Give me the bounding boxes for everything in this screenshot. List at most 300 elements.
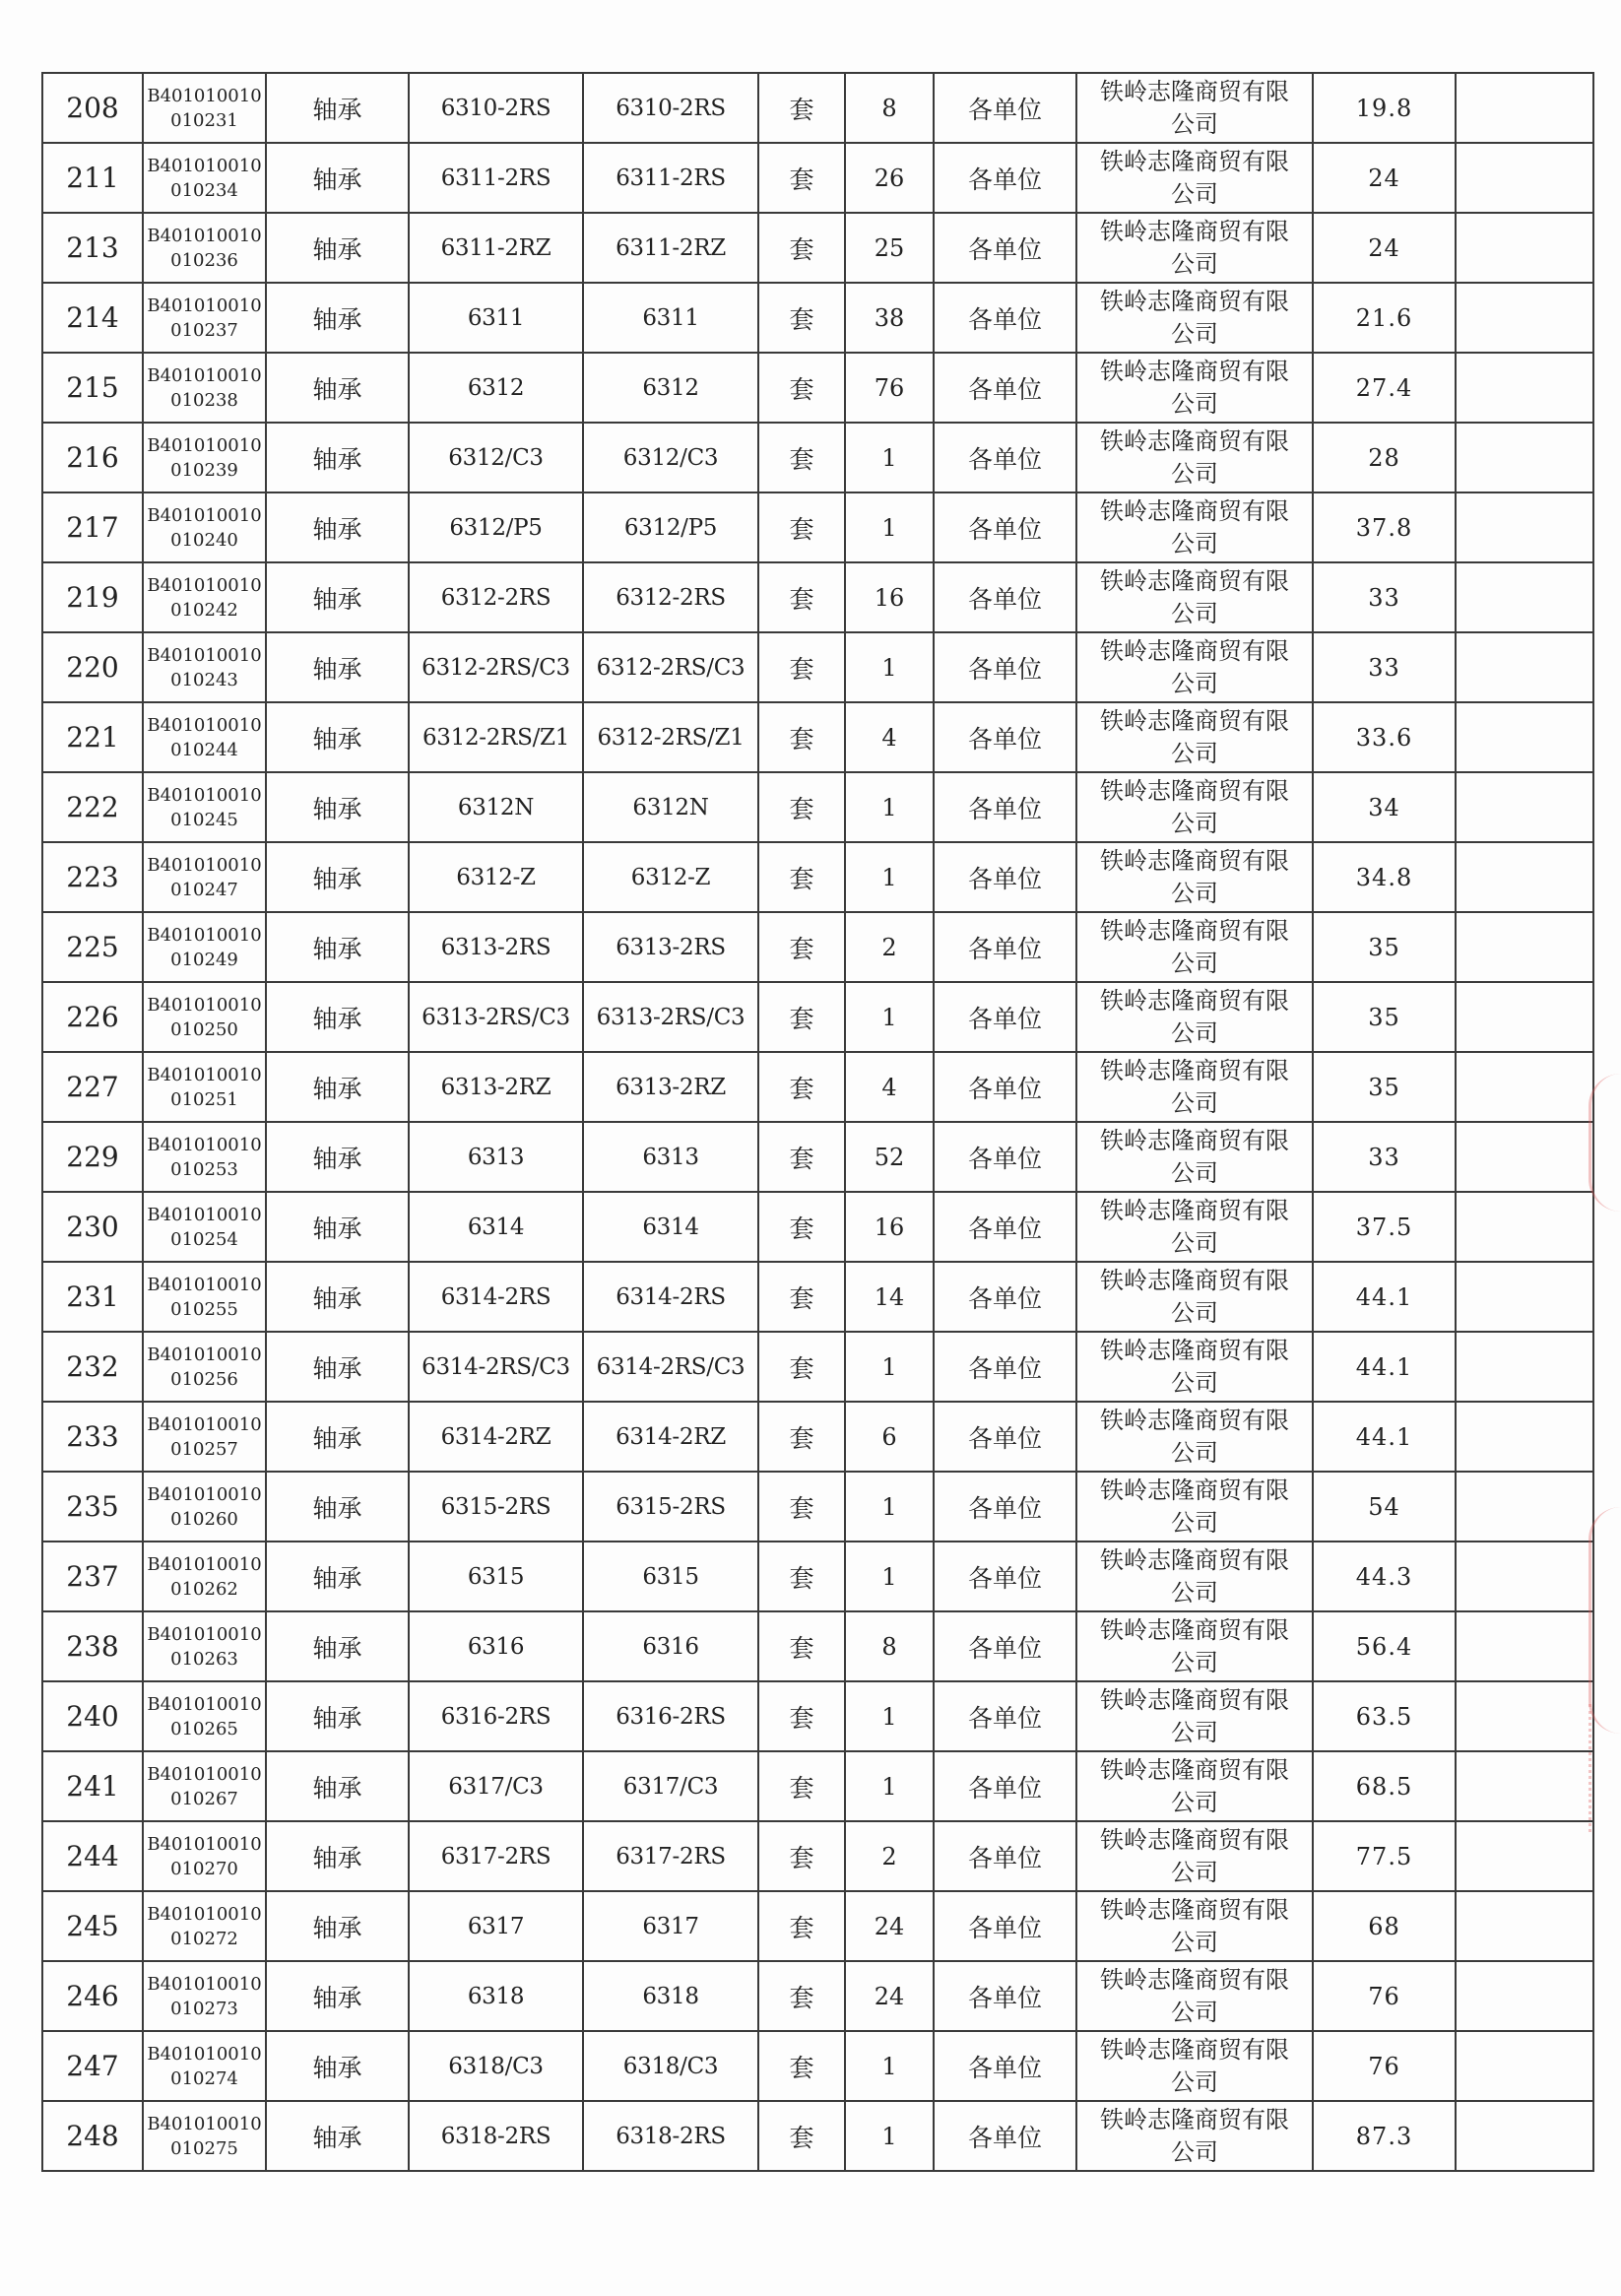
cell-price: 37.8 xyxy=(1313,492,1456,562)
cell-model: 6312N xyxy=(583,772,758,842)
cell-seq: 247 xyxy=(42,2031,143,2101)
cell-price: 76 xyxy=(1313,1961,1456,2031)
cell-department: 各单位 xyxy=(934,213,1076,283)
cell-quantity: 2 xyxy=(845,1821,934,1891)
cell-item-name: 轴承 xyxy=(266,2101,409,2171)
cell-seq: 227 xyxy=(42,1052,143,1122)
cell-seq: 222 xyxy=(42,772,143,842)
cell-department: 各单位 xyxy=(934,1472,1076,1542)
cell-unit: 套 xyxy=(758,2031,845,2101)
cell-price: 24 xyxy=(1313,143,1456,213)
cell-seq: 246 xyxy=(42,1961,143,2031)
cell-unit: 套 xyxy=(758,1192,845,1262)
cell-supplier xyxy=(1076,1262,1313,1332)
cell-spec: 6312/C3 xyxy=(409,423,583,492)
cell-seq: 221 xyxy=(42,702,143,772)
cell-supplier-line: 公司 xyxy=(1171,1228,1218,1257)
cell-item-name: 轴承 xyxy=(266,1052,409,1122)
cell-material-code xyxy=(143,1542,266,1611)
cell-material-code-line: 010247 xyxy=(170,879,238,900)
cell-material-code xyxy=(143,492,266,562)
cell-remark xyxy=(1456,912,1593,982)
table-row xyxy=(42,1611,1593,1681)
cell-supplier-line: 铁岭志隆商贸有限 xyxy=(1100,357,1289,385)
cell-quantity: 4 xyxy=(845,1052,934,1122)
cell-price: 33 xyxy=(1313,562,1456,632)
cell-model: 6318/C3 xyxy=(583,2031,758,2101)
table-row xyxy=(42,1821,1593,1891)
cell-material-code-line: B401010010 xyxy=(147,434,262,456)
cell-material-code-line: B401010010 xyxy=(147,1553,262,1575)
table-row xyxy=(42,213,1593,283)
cell-supplier xyxy=(1076,702,1313,772)
cell-item-name: 轴承 xyxy=(266,1472,409,1542)
cell-material-code-line: 010275 xyxy=(170,2137,238,2159)
cell-department: 各单位 xyxy=(934,1332,1076,1402)
cell-spec: 6311-2RZ xyxy=(409,213,583,283)
cell-item-name: 轴承 xyxy=(266,1891,409,1961)
cell-supplier-line: 铁岭志隆商贸有限 xyxy=(1100,1196,1289,1224)
cell-supplier-line: 铁岭志隆商贸有限 xyxy=(1100,566,1289,595)
cell-department: 各单位 xyxy=(934,492,1076,562)
cell-supplier xyxy=(1076,283,1313,353)
cell-supplier-line: 铁岭志隆商贸有限 xyxy=(1100,986,1289,1015)
cell-unit: 套 xyxy=(758,842,845,912)
cell-material-code-line: 010242 xyxy=(170,599,238,621)
cell-spec: 6313 xyxy=(409,1122,583,1192)
cell-unit: 套 xyxy=(758,73,845,143)
cell-supplier xyxy=(1076,73,1313,143)
cell-material-code-line: 010237 xyxy=(170,319,238,341)
cell-material-code-line: 010243 xyxy=(170,669,238,690)
cell-department: 各单位 xyxy=(934,283,1076,353)
cell-price: 34 xyxy=(1313,772,1456,842)
cell-remark xyxy=(1456,772,1593,842)
cell-remark xyxy=(1456,1961,1593,2031)
cell-unit: 套 xyxy=(758,702,845,772)
cell-supplier xyxy=(1076,1681,1313,1751)
table-row xyxy=(42,143,1593,213)
cell-material-code-line: B401010010 xyxy=(147,155,262,176)
cell-material-code-line: 010238 xyxy=(170,389,238,411)
table-row xyxy=(42,632,1593,702)
cell-quantity: 1 xyxy=(845,1751,934,1821)
cell-remark xyxy=(1456,1891,1593,1961)
cell-spec: 6317-2RS xyxy=(409,1821,583,1891)
cell-unit: 套 xyxy=(758,982,845,1052)
table-row xyxy=(42,842,1593,912)
cell-department: 各单位 xyxy=(934,842,1076,912)
cell-spec: 6316 xyxy=(409,1611,583,1681)
cell-model: 6312-Z xyxy=(583,842,758,912)
cell-model: 6312 xyxy=(583,353,758,423)
cell-material-code-line: 010251 xyxy=(170,1088,238,1110)
cell-quantity: 16 xyxy=(845,562,934,632)
cell-remark xyxy=(1456,632,1593,702)
cell-remark xyxy=(1456,1542,1593,1611)
cell-material-code xyxy=(143,1611,266,1681)
cell-seq: 229 xyxy=(42,1122,143,1192)
cell-supplier-line: 公司 xyxy=(1171,1788,1218,1816)
cell-price: 35 xyxy=(1313,982,1456,1052)
cell-model: 6313 xyxy=(583,1122,758,1192)
cell-seq: 245 xyxy=(42,1891,143,1961)
cell-department: 各单位 xyxy=(934,982,1076,1052)
cell-spec: 6311 xyxy=(409,283,583,353)
cell-quantity: 14 xyxy=(845,1262,934,1332)
cell-department: 各单位 xyxy=(934,1402,1076,1472)
cell-material-code-line: B401010010 xyxy=(147,504,262,526)
cell-spec: 6314 xyxy=(409,1192,583,1262)
cell-material-code xyxy=(143,73,266,143)
cell-item-name: 轴承 xyxy=(266,562,409,632)
cell-unit: 套 xyxy=(758,772,845,842)
cell-material-code xyxy=(143,912,266,982)
cell-supplier-line: 铁岭志隆商贸有限 xyxy=(1100,1266,1289,1294)
cell-seq: 231 xyxy=(42,1262,143,1332)
cell-spec: 6311-2RS xyxy=(409,143,583,213)
cell-supplier-line: 铁岭志隆商贸有限 xyxy=(1100,776,1289,805)
cell-material-code-line: 010240 xyxy=(170,529,238,551)
cell-price: 68.5 xyxy=(1313,1751,1456,1821)
cell-material-code-line: 010255 xyxy=(170,1298,238,1320)
cell-seq: 235 xyxy=(42,1472,143,1542)
cell-material-code-line: B401010010 xyxy=(147,1344,262,1365)
cell-material-code-line: B401010010 xyxy=(147,1693,262,1715)
cell-model: 6311-2RS xyxy=(583,143,758,213)
cell-material-code-line: 010236 xyxy=(170,249,238,271)
cell-quantity: 1 xyxy=(845,632,934,702)
cell-model: 6310-2RS xyxy=(583,73,758,143)
cell-price: 19.8 xyxy=(1313,73,1456,143)
cell-material-code xyxy=(143,283,266,353)
cell-material-code-line: B401010010 xyxy=(147,1413,262,1435)
cell-seq: 248 xyxy=(42,2101,143,2171)
cell-supplier-line: 铁岭志隆商贸有限 xyxy=(1100,1336,1289,1364)
cell-model: 6314 xyxy=(583,1192,758,1262)
cell-seq: 217 xyxy=(42,492,143,562)
cell-supplier-line: 公司 xyxy=(1171,1298,1218,1327)
cell-item-name: 轴承 xyxy=(266,1332,409,1402)
cell-price: 77.5 xyxy=(1313,1821,1456,1891)
cell-unit: 套 xyxy=(758,1751,845,1821)
table-row xyxy=(42,1542,1593,1611)
cell-model: 6312/C3 xyxy=(583,423,758,492)
cell-item-name: 轴承 xyxy=(266,1542,409,1611)
cell-quantity: 1 xyxy=(845,423,934,492)
cell-item-name: 轴承 xyxy=(266,632,409,702)
cell-supplier xyxy=(1076,492,1313,562)
table-row xyxy=(42,2031,1593,2101)
cell-item-name: 轴承 xyxy=(266,1611,409,1681)
cell-model: 6312-2RS/C3 xyxy=(583,632,758,702)
cell-supplier-line: 铁岭志隆商贸有限 xyxy=(1100,706,1289,735)
cell-unit: 套 xyxy=(758,562,845,632)
cell-supplier xyxy=(1076,1052,1313,1122)
cell-supplier xyxy=(1076,1821,1313,1891)
cell-item-name: 轴承 xyxy=(266,1192,409,1262)
cell-model: 6316-2RS xyxy=(583,1681,758,1751)
cell-material-code xyxy=(143,2031,266,2101)
cell-material-code-line: 010257 xyxy=(170,1438,238,1460)
cell-quantity: 76 xyxy=(845,353,934,423)
cell-spec: 6318 xyxy=(409,1961,583,2031)
table-row xyxy=(42,1332,1593,1402)
cell-supplier xyxy=(1076,1891,1313,1961)
cell-supplier-line: 公司 xyxy=(1171,319,1218,348)
cell-remark xyxy=(1456,562,1593,632)
cell-supplier xyxy=(1076,632,1313,702)
cell-material-code-line: B401010010 xyxy=(147,1763,262,1785)
cell-department: 各单位 xyxy=(934,632,1076,702)
cell-material-code xyxy=(143,632,266,702)
cell-material-code xyxy=(143,1472,266,1542)
cell-unit: 套 xyxy=(758,283,845,353)
cell-item-name: 轴承 xyxy=(266,1961,409,2031)
cell-department: 各单位 xyxy=(934,1751,1076,1821)
cell-spec: 6313-2RS xyxy=(409,912,583,982)
cell-model: 6314-2RZ xyxy=(583,1402,758,1472)
cell-unit: 套 xyxy=(758,353,845,423)
cell-material-code xyxy=(143,702,266,772)
cell-material-code-line: B401010010 xyxy=(147,574,262,596)
cell-material-code-line: 010245 xyxy=(170,809,238,830)
cell-material-code-line: 010262 xyxy=(170,1578,238,1600)
cell-item-name: 轴承 xyxy=(266,772,409,842)
cell-supplier-line: 公司 xyxy=(1171,1158,1218,1187)
cell-unit: 套 xyxy=(758,1891,845,1961)
cell-quantity: 1 xyxy=(845,842,934,912)
cell-supplier-line: 铁岭志隆商贸有限 xyxy=(1100,1615,1289,1644)
cell-model: 6317 xyxy=(583,1891,758,1961)
cell-supplier xyxy=(1076,1751,1313,1821)
cell-supplier xyxy=(1076,842,1313,912)
cell-quantity: 4 xyxy=(845,702,934,772)
cell-item-name: 轴承 xyxy=(266,143,409,213)
cell-supplier-line: 公司 xyxy=(1171,2067,1218,2096)
cell-supplier-line: 公司 xyxy=(1171,1438,1218,1467)
cell-material-code-line: B401010010 xyxy=(147,1903,262,1925)
cell-remark xyxy=(1456,1821,1593,1891)
cell-material-code-line: B401010010 xyxy=(147,1973,262,1995)
cell-price: 33 xyxy=(1313,632,1456,702)
cell-spec: 6313-2RS/C3 xyxy=(409,982,583,1052)
cell-supplier-line: 铁岭志隆商贸有限 xyxy=(1100,1965,1289,1994)
cell-material-code-line: B401010010 xyxy=(147,1623,262,1645)
cell-spec: 6312-2RS/Z1 xyxy=(409,702,583,772)
cell-supplier-line: 公司 xyxy=(1171,1928,1218,1956)
cell-item-name: 轴承 xyxy=(266,353,409,423)
table-row xyxy=(42,1961,1593,2031)
cell-supplier xyxy=(1076,2101,1313,2171)
cell-supplier xyxy=(1076,1332,1313,1402)
cell-supplier-line: 公司 xyxy=(1171,739,1218,767)
cell-item-name: 轴承 xyxy=(266,702,409,772)
cell-supplier-line: 公司 xyxy=(1171,1018,1218,1047)
cell-price: 34.8 xyxy=(1313,842,1456,912)
cell-item-name: 轴承 xyxy=(266,1402,409,1472)
table-row xyxy=(42,73,1593,143)
cell-unit: 套 xyxy=(758,1402,845,1472)
cell-supplier-line: 铁岭志隆商贸有限 xyxy=(1100,1755,1289,1784)
cell-quantity: 26 xyxy=(845,143,934,213)
cell-supplier-line: 公司 xyxy=(1171,1508,1218,1537)
cell-quantity: 1 xyxy=(845,1472,934,1542)
cell-seq: 208 xyxy=(42,73,143,143)
cell-spec: 6312-2RS/C3 xyxy=(409,632,583,702)
cell-remark xyxy=(1456,702,1593,772)
cell-seq: 238 xyxy=(42,1611,143,1681)
cell-supplier-line: 铁岭志隆商贸有限 xyxy=(1100,916,1289,945)
cell-material-code-line: B401010010 xyxy=(147,1483,262,1505)
cell-supplier-line: 公司 xyxy=(1171,389,1218,418)
cell-supplier-line: 铁岭志隆商贸有限 xyxy=(1100,846,1289,875)
cell-supplier-line: 铁岭志隆商贸有限 xyxy=(1100,147,1289,175)
cell-price: 28 xyxy=(1313,423,1456,492)
cell-seq: 213 xyxy=(42,213,143,283)
cell-remark xyxy=(1456,283,1593,353)
cell-remark xyxy=(1456,1052,1593,1122)
cell-supplier-line: 公司 xyxy=(1171,669,1218,697)
cell-unit: 套 xyxy=(758,492,845,562)
cell-unit: 套 xyxy=(758,1052,845,1122)
cell-material-code-line: B401010010 xyxy=(147,1204,262,1225)
cell-supplier xyxy=(1076,562,1313,632)
cell-material-code-line: 010244 xyxy=(170,739,238,760)
cell-remark xyxy=(1456,1611,1593,1681)
cell-price: 37.5 xyxy=(1313,1192,1456,1262)
cell-material-code-line: B401010010 xyxy=(147,994,262,1016)
cell-spec: 6317/C3 xyxy=(409,1751,583,1821)
cell-supplier-line: 铁岭志隆商贸有限 xyxy=(1100,287,1289,315)
cell-spec: 6315 xyxy=(409,1542,583,1611)
cell-department: 各单位 xyxy=(934,1611,1076,1681)
cell-supplier-line: 公司 xyxy=(1171,1578,1218,1607)
cell-material-code xyxy=(143,2101,266,2171)
cell-remark xyxy=(1456,353,1593,423)
cell-supplier-line: 公司 xyxy=(1171,1368,1218,1397)
cell-material-code-line: B401010010 xyxy=(147,85,262,106)
cell-material-code xyxy=(143,1262,266,1332)
cell-seq: 230 xyxy=(42,1192,143,1262)
cell-seq: 233 xyxy=(42,1402,143,1472)
cell-department: 各单位 xyxy=(934,2101,1076,2171)
cell-quantity: 1 xyxy=(845,2101,934,2171)
cell-material-code xyxy=(143,353,266,423)
cell-price: 24 xyxy=(1313,213,1456,283)
cell-unit: 套 xyxy=(758,423,845,492)
cell-spec: 6312N xyxy=(409,772,583,842)
cell-seq: 215 xyxy=(42,353,143,423)
cell-spec: 6313-2RZ xyxy=(409,1052,583,1122)
cell-unit: 套 xyxy=(758,1821,845,1891)
cell-department: 各单位 xyxy=(934,912,1076,982)
cell-material-code xyxy=(143,143,266,213)
cell-material-code xyxy=(143,1052,266,1122)
cell-item-name: 轴承 xyxy=(266,982,409,1052)
cell-material-code xyxy=(143,562,266,632)
table-row xyxy=(42,702,1593,772)
cell-supplier-line: 铁岭志隆商贸有限 xyxy=(1100,1825,1289,1854)
cell-remark xyxy=(1456,423,1593,492)
cell-department: 各单位 xyxy=(934,702,1076,772)
table-row xyxy=(42,982,1593,1052)
cell-remark xyxy=(1456,492,1593,562)
cell-supplier-line: 铁岭志隆商贸有限 xyxy=(1100,1126,1289,1154)
cell-item-name: 轴承 xyxy=(266,1262,409,1332)
cell-price: 87.3 xyxy=(1313,2101,1456,2171)
cell-seq: 216 xyxy=(42,423,143,492)
cell-model: 6315 xyxy=(583,1542,758,1611)
cell-model: 6316 xyxy=(583,1611,758,1681)
cell-material-code-line: 010254 xyxy=(170,1228,238,1250)
cell-supplier-line: 公司 xyxy=(1171,809,1218,837)
cell-quantity: 6 xyxy=(845,1402,934,1472)
cell-spec: 6317 xyxy=(409,1891,583,1961)
cell-unit: 套 xyxy=(758,143,845,213)
cell-quantity: 24 xyxy=(845,1891,934,1961)
cell-material-code-line: 010270 xyxy=(170,1858,238,1879)
cell-price: 33 xyxy=(1313,1122,1456,1192)
cell-supplier xyxy=(1076,143,1313,213)
cell-remark xyxy=(1456,1751,1593,1821)
cell-department: 各单位 xyxy=(934,73,1076,143)
cell-material-code xyxy=(143,842,266,912)
table-row xyxy=(42,562,1593,632)
table-body xyxy=(42,73,1593,2171)
red-seal-fragment xyxy=(1589,1704,1621,1832)
cell-quantity: 52 xyxy=(845,1122,934,1192)
cell-supplier xyxy=(1076,1542,1313,1611)
table-row xyxy=(42,1402,1593,1472)
cell-item-name: 轴承 xyxy=(266,1681,409,1751)
cell-item-name: 轴承 xyxy=(266,213,409,283)
cell-model: 6317/C3 xyxy=(583,1751,758,1821)
cell-material-code xyxy=(143,1681,266,1751)
cell-supplier-line: 铁岭志隆商贸有限 xyxy=(1100,1476,1289,1504)
cell-model: 6315-2RS xyxy=(583,1472,758,1542)
table-row xyxy=(42,2101,1593,2171)
cell-remark xyxy=(1456,213,1593,283)
bearing-price-table xyxy=(41,72,1594,2172)
cell-material-code-line: B401010010 xyxy=(147,784,262,806)
cell-material-code-line: 010231 xyxy=(170,109,238,131)
cell-remark xyxy=(1456,2101,1593,2171)
cell-quantity: 38 xyxy=(845,283,934,353)
cell-seq: 214 xyxy=(42,283,143,353)
table-row xyxy=(42,1472,1593,1542)
cell-supplier-line: 公司 xyxy=(1171,179,1218,208)
cell-supplier xyxy=(1076,213,1313,283)
cell-supplier xyxy=(1076,423,1313,492)
table-row xyxy=(42,283,1593,353)
cell-quantity: 1 xyxy=(845,1681,934,1751)
cell-model: 6313-2RS/C3 xyxy=(583,982,758,1052)
cell-material-code xyxy=(143,1332,266,1402)
table-row xyxy=(42,1751,1593,1821)
cell-supplier-line: 公司 xyxy=(1171,459,1218,488)
cell-model: 6311-2RZ xyxy=(583,213,758,283)
table-row xyxy=(42,1122,1593,1192)
cell-remark xyxy=(1456,982,1593,1052)
red-seal-fragment xyxy=(1589,1507,1621,1734)
cell-seq: 232 xyxy=(42,1332,143,1402)
cell-department: 各单位 xyxy=(934,423,1076,492)
cell-model: 6314-2RS xyxy=(583,1262,758,1332)
cell-item-name: 轴承 xyxy=(266,2031,409,2101)
cell-model: 6318 xyxy=(583,1961,758,2031)
cell-department: 各单位 xyxy=(934,1681,1076,1751)
